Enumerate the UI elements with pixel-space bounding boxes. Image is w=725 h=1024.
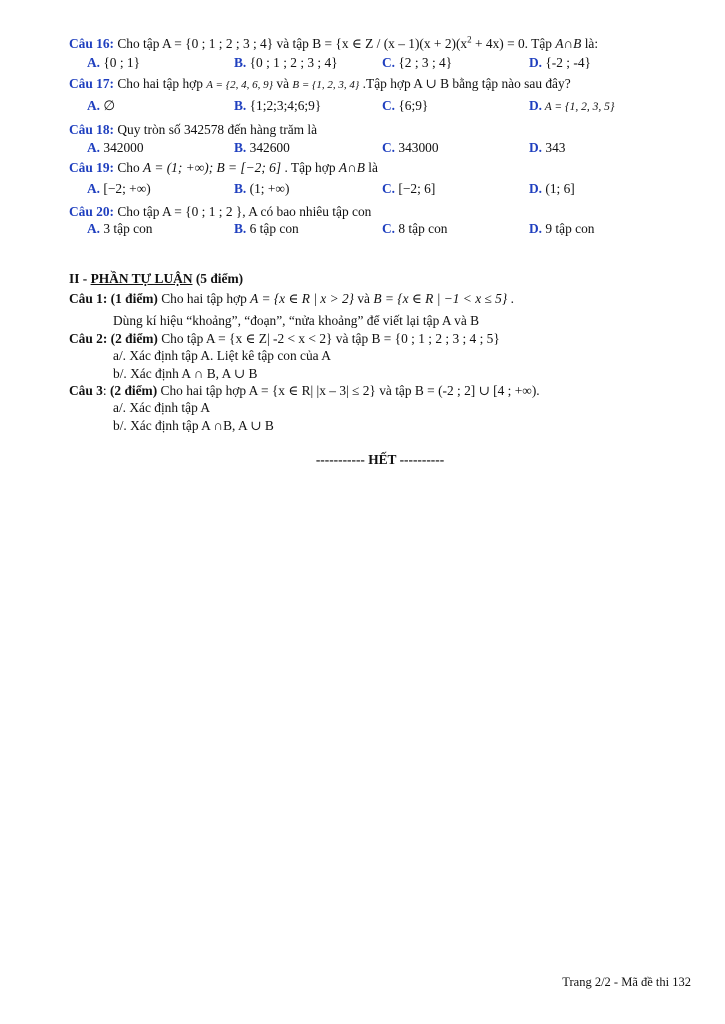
essay-question-2-part-b: b/. Xác định A ∩ B, A ∪ B xyxy=(113,366,258,381)
essay-question-1-instruction: Dùng kí hiệu “khoảng”, “đoạn”, “nửa khoảng” để viết lại tập A và B xyxy=(113,313,480,328)
question-20 xyxy=(69,204,371,220)
option-letter: D. xyxy=(529,98,543,113)
options-16 xyxy=(0,55,725,73)
math-expression: A = (1; +∞); B = [−2; 6] xyxy=(143,160,282,175)
question-colon: : xyxy=(102,383,110,398)
question-text: là xyxy=(364,160,378,175)
question-label: Câu 1: (1 điểm) xyxy=(69,291,158,306)
option-letter: D. xyxy=(529,140,543,155)
end-marker: ----------- HẾT ---------- xyxy=(315,452,445,467)
question-text: Cho hai tập hợp xyxy=(157,291,251,306)
question-label: Câu 20: xyxy=(69,204,115,219)
superscript: 2 xyxy=(467,34,472,45)
options-19 xyxy=(0,181,725,199)
option-text: 9 tập con xyxy=(542,221,595,236)
question-text: là: xyxy=(581,36,599,51)
question-text: Cho tập A = {x ∈ Z| -2 < x < 2} và tập B = {0 ; 1 ; 2 ; 3 ; 4 ; 5} xyxy=(157,331,500,346)
question-text: Cho tập A = {0 ; 1 ; 2 }, A có bao nhiêu tập con xyxy=(114,204,372,219)
option-a xyxy=(87,140,144,156)
question-text: . xyxy=(507,291,514,306)
question-label: Câu 2: (2 điểm) xyxy=(69,331,158,346)
question-text: Cho tập A = {0 ; 1 ; 2 ; 3 ; 4} và tập B = {x ∈ Z / (x – 1)(x + 2)(x xyxy=(114,36,468,51)
option-c xyxy=(382,221,447,237)
question-text: . Tập hợp xyxy=(281,160,339,175)
option-text: 343000 xyxy=(395,140,439,155)
question-label: Câu 3 xyxy=(69,383,103,398)
math-expression: A = {x ∈ R | x > 2} xyxy=(250,291,355,306)
option-letter: B. xyxy=(234,221,247,236)
option-c xyxy=(382,140,439,156)
option-b xyxy=(234,98,321,114)
question-points: (2 điểm) xyxy=(109,383,158,398)
option-letter: B. xyxy=(234,98,247,113)
question-text: .Tập hợp A ∪ B bằng tập nào sau đây? xyxy=(359,76,571,91)
option-letter: B. xyxy=(234,181,247,196)
option-letter: D. xyxy=(529,55,543,70)
page-footer: Trang 2/2 - Mã đề thi 132 xyxy=(562,975,691,989)
essay-question-2 xyxy=(69,331,500,347)
option-text: 342600 xyxy=(246,140,290,155)
option-d xyxy=(529,221,594,237)
option-letter: B. xyxy=(234,140,247,155)
option-text: [−2; +∞) xyxy=(100,181,151,196)
option-text: {6;9} xyxy=(395,98,429,113)
question-18 xyxy=(69,122,317,138)
option-letter: C. xyxy=(382,181,396,196)
option-text: (1; 6] xyxy=(542,181,575,196)
option-d xyxy=(529,140,565,156)
option-letter: A. xyxy=(87,140,101,155)
option-letter: D. xyxy=(529,181,543,196)
question-text: và xyxy=(273,76,293,91)
option-letter: B. xyxy=(234,55,247,70)
section-heading xyxy=(69,271,243,287)
option-b xyxy=(234,221,299,237)
option-text: 343 xyxy=(542,140,566,155)
option-text: A = {1, 2, 3, 5} xyxy=(542,101,615,113)
question-text: + 4x) = 0. Tập xyxy=(471,36,556,51)
option-d xyxy=(529,98,614,114)
option-letter: D. xyxy=(529,221,543,236)
option-text: 8 tập con xyxy=(395,221,448,236)
option-a xyxy=(87,55,140,71)
section-title: PHẦN TỰ LUẬN xyxy=(90,271,193,286)
option-letter: C. xyxy=(382,98,396,113)
options-17 xyxy=(0,98,725,116)
option-a xyxy=(87,181,151,197)
question-16 xyxy=(69,36,598,52)
option-letter: A. xyxy=(87,55,101,70)
options-18 xyxy=(0,140,725,158)
question-label: Câu 19: xyxy=(69,160,115,175)
option-letter: A. xyxy=(87,221,101,236)
option-b xyxy=(234,181,289,197)
question-text: Cho hai tập hợp A = {x ∈ R| |x – 3| ≤ 2} và tập B = (-2 ; 2] ∪ [4 ; +∞). xyxy=(157,383,540,398)
question-label: Câu 17: xyxy=(69,76,115,91)
option-d xyxy=(529,55,591,71)
question-label: Câu 18: xyxy=(69,122,115,137)
option-c xyxy=(382,55,452,71)
option-text: 6 tập con xyxy=(246,221,299,236)
section-points: (5 điểm) xyxy=(192,271,244,286)
option-text: {1;2;3;4;6;9} xyxy=(246,98,322,113)
question-text: Cho xyxy=(114,160,144,175)
math-expression: A = {2, 4, 6, 9} xyxy=(206,79,274,91)
option-text: [−2; 6] xyxy=(395,181,436,196)
option-text: 3 tập con xyxy=(100,221,153,236)
question-text: và xyxy=(354,291,374,306)
option-b xyxy=(234,140,290,156)
option-letter: C. xyxy=(382,140,396,155)
option-text: {0 ; 1} xyxy=(100,55,141,70)
option-text: ∅ xyxy=(100,98,116,113)
option-letter: A. xyxy=(87,181,101,196)
option-text: {-2 ; -4} xyxy=(542,55,591,70)
question-19 xyxy=(69,160,378,176)
option-letter: C. xyxy=(382,221,396,236)
option-c xyxy=(382,181,435,197)
essay-question-3-part-b: b/. Xác định tập A ∩B, A ∪ B xyxy=(113,418,274,433)
option-a xyxy=(87,98,115,114)
option-c xyxy=(382,98,428,114)
option-b xyxy=(234,55,338,71)
option-a xyxy=(87,221,152,237)
options-20 xyxy=(0,221,725,239)
option-text: {0 ; 1 ; 2 ; 3 ; 4} xyxy=(246,55,338,70)
option-d xyxy=(529,181,575,197)
section-prefix: II - xyxy=(69,271,91,286)
essay-question-3-part-a: a/. Xác định tập A xyxy=(113,400,211,415)
math-expression: A∩B xyxy=(555,36,582,51)
math-expression: B = {1, 2, 3, 4} xyxy=(292,79,360,91)
question-label: Câu 16: xyxy=(69,36,115,51)
question-text: Quy tròn số 342578 đến hàng trăm là xyxy=(114,122,318,137)
math-expression: A∩B xyxy=(338,160,365,175)
question-text: Cho hai tập hợp xyxy=(114,76,207,91)
essay-question-2-part-a: a/. Xác định tập A. Liệt kê tập con của A xyxy=(113,348,331,363)
option-letter: C. xyxy=(382,55,396,70)
essay-question-3 xyxy=(69,383,540,399)
option-letter: A. xyxy=(87,98,101,113)
option-text: {2 ; 3 ; 4} xyxy=(395,55,453,70)
essay-question-1 xyxy=(69,291,514,307)
math-expression: B = {x ∈ R | −1 < x ≤ 5} xyxy=(373,291,508,306)
question-17 xyxy=(69,76,571,92)
option-text: 342000 xyxy=(100,140,144,155)
option-text: (1; +∞) xyxy=(246,181,290,196)
